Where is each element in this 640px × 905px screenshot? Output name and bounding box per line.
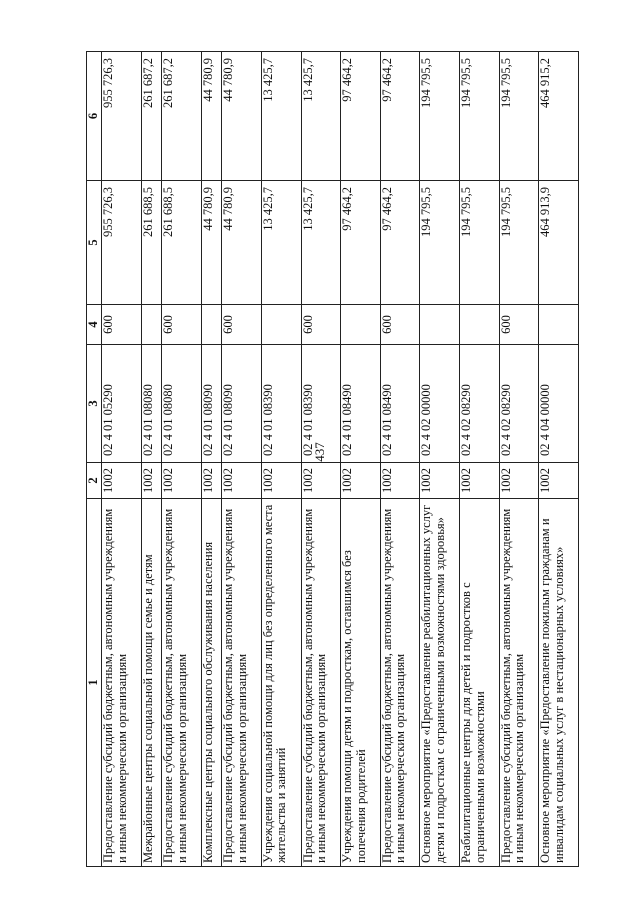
amount-col5-cell: 464 913,9 — [539, 181, 579, 305]
row-name-cell: Предоставление субсидий бюджетным, автономным учреждениям и иным некоммерческим организациям — [102, 499, 142, 867]
amount-col6-cell: 194 795,5 — [420, 52, 460, 181]
column-header: 5 — [87, 181, 102, 305]
section-code-cell: 1002 — [460, 463, 500, 499]
target-article-cell: 02 4 02 00000 — [420, 345, 460, 463]
row-name-cell: Реабилитационные центры для детей и подростков с ограниченными возможностями — [460, 499, 500, 867]
budget-table — [86, 51, 579, 867]
row-name-cell: Учреждения социальной помощи для лиц без определенного места жительства и занятий — [261, 499, 301, 867]
table-row — [420, 52, 460, 867]
expense-type-cell: 600 — [499, 305, 539, 345]
amount-col6-cell: 955 726,3 — [102, 52, 142, 181]
table-row — [499, 52, 539, 867]
page-number: 437 — [312, 442, 327, 462]
row-name-cell: Предоставление субсидий бюджетным, автономным учреждениям и иным некоммерческим организациям — [301, 499, 341, 867]
section-code-cell: 1002 — [499, 463, 539, 499]
section-code-cell: 1002 — [539, 463, 579, 499]
amount-col5-cell: 194 795,5 — [420, 181, 460, 305]
amount-col5-cell: 194 795,5 — [460, 181, 500, 305]
target-article-cell: 02 4 01 08390 — [301, 345, 341, 463]
table-row — [102, 52, 142, 867]
amount-col5-cell: 44 780,9 — [201, 181, 222, 305]
scan-edge-line — [0, 0, 2, 905]
section-code-cell: 1002 — [341, 463, 381, 499]
amount-col5-cell: 13 425,7 — [301, 181, 341, 305]
amount-col6-cell: 13 425,7 — [301, 52, 341, 181]
expense-type-cell: 600 — [222, 305, 262, 345]
expense-type-cell — [261, 305, 301, 345]
column-header: 2 — [87, 463, 102, 499]
section-code-cell: 1002 — [162, 463, 202, 499]
expense-type-cell: 600 — [301, 305, 341, 345]
amount-col6-cell: 44 780,9 — [201, 52, 222, 181]
expense-type-cell — [460, 305, 500, 345]
expense-type-cell — [141, 305, 162, 345]
section-code-cell: 1002 — [201, 463, 222, 499]
table-row — [222, 52, 262, 867]
target-article-cell: 02 4 01 08090 — [222, 345, 262, 463]
row-name-cell: Основное мероприятие «Предоставление реабилитационных услуг детям и подросткам с ограниченными возможностями здоровья» — [420, 499, 460, 867]
column-header: 6 — [87, 52, 102, 181]
expense-type-cell: 600 — [162, 305, 202, 345]
amount-col5-cell: 97 464,2 — [380, 181, 420, 305]
section-code-cell: 1002 — [301, 463, 341, 499]
rotated-table-container — [86, 52, 579, 867]
table-row — [162, 52, 202, 867]
amount-col6-cell: 261 687,2 — [141, 52, 162, 181]
row-name-cell: Предоставление субсидий бюджетным, автономным учреждениям и иным некоммерческим организациям — [499, 499, 539, 867]
expense-type-cell — [420, 305, 460, 345]
row-name-cell: Предоставление субсидий бюджетным, автономным учреждениям и иным некоммерческим организациям — [162, 499, 202, 867]
section-code-cell: 1002 — [261, 463, 301, 499]
table-row — [261, 52, 301, 867]
table-row — [539, 52, 579, 867]
table-row — [341, 52, 381, 867]
expense-type-cell — [539, 305, 579, 345]
amount-col5-cell: 97 464,2 — [341, 181, 381, 305]
column-header: 1 — [87, 499, 102, 867]
amount-col5-cell: 194 795,5 — [499, 181, 539, 305]
amount-col5-cell: 261 688,5 — [162, 181, 202, 305]
target-article-cell: 02 4 01 05290 — [102, 345, 142, 463]
section-code-cell: 1002 — [141, 463, 162, 499]
amount-col6-cell: 44 780,9 — [222, 52, 262, 181]
table-header-row — [87, 52, 102, 867]
target-article-cell: 02 4 01 08390 — [261, 345, 301, 463]
target-article-cell: 02 4 01 08080 — [162, 345, 202, 463]
amount-col6-cell: 464 915,2 — [539, 52, 579, 181]
column-header: 3 — [87, 345, 102, 463]
row-name-cell: Основное мероприятие «Предоставление пожилым гражданам и инвалидам социальных услуг в нестационарных условиях» — [539, 499, 579, 867]
amount-col6-cell: 194 795,5 — [460, 52, 500, 181]
section-code-cell: 1002 — [380, 463, 420, 499]
amount-col5-cell: 261 688,5 — [141, 181, 162, 305]
target-article-cell: 02 4 02 08290 — [499, 345, 539, 463]
table-row — [460, 52, 500, 867]
row-name-cell: Комплексные центры социального обслуживания населения — [201, 499, 222, 867]
target-article-cell: 02 4 01 08090 — [201, 345, 222, 463]
target-article-cell: 02 4 01 08490 — [380, 345, 420, 463]
amount-col6-cell: 97 464,2 — [341, 52, 381, 181]
expense-type-cell: 600 — [380, 305, 420, 345]
section-code-cell: 1002 — [102, 463, 142, 499]
target-article-cell: 02 4 02 08290 — [460, 345, 500, 463]
amount-col6-cell: 97 464,2 — [380, 52, 420, 181]
target-article-cell: 02 4 04 00000 — [539, 345, 579, 463]
target-article-cell: 02 4 01 08080 — [141, 345, 162, 463]
expense-type-cell — [341, 305, 381, 345]
amount-col6-cell: 261 687,2 — [162, 52, 202, 181]
expense-type-cell: 600 — [102, 305, 142, 345]
amount-col6-cell: 13 425,7 — [261, 52, 301, 181]
amount-col5-cell: 44 780,9 — [222, 181, 262, 305]
amount-col5-cell: 955 726,3 — [102, 181, 142, 305]
row-name-cell: Учреждения помощи детям и подросткам, оставшимся без попечения родителей — [341, 499, 381, 867]
target-article-cell: 02 4 01 08490 — [341, 345, 381, 463]
expense-type-cell — [201, 305, 222, 345]
table-row — [201, 52, 222, 867]
amount-col5-cell: 13 425,7 — [261, 181, 301, 305]
column-header: 4 — [87, 305, 102, 345]
table-row — [301, 52, 341, 867]
section-code-cell: 1002 — [222, 463, 262, 499]
table-row — [380, 52, 420, 867]
table-row — [141, 52, 162, 867]
section-code-cell: 1002 — [420, 463, 460, 499]
row-name-cell: Предоставление субсидий бюджетным, автономным учреждениям и иным некоммерческим организациям — [380, 499, 420, 867]
row-name-cell: Межрайонные центры социальной помощи семье и детям — [141, 499, 162, 867]
amount-col6-cell: 194 795,5 — [499, 52, 539, 181]
row-name-cell: Предоставление субсидий бюджетным, автономным учреждениям и иным некоммерческим организациям — [222, 499, 262, 867]
